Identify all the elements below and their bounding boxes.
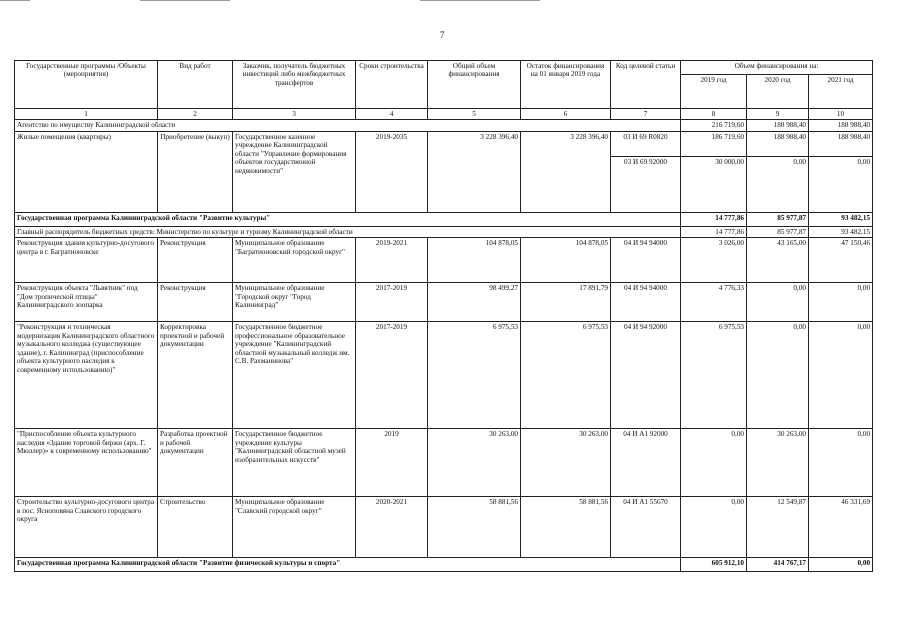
total-financing: 104 878,05 (428, 238, 521, 283)
cell-value: 414 767,17 (747, 558, 809, 572)
col-number: 5 (428, 109, 521, 120)
header-col1: Государственные программы /Объекты (мероприятия) (15, 61, 158, 109)
period: 2019-2035 (356, 131, 428, 212)
cell-value: 0,00 (681, 497, 747, 558)
remaining-financing: 58 881,56 (521, 497, 611, 558)
total-financing: 98 499,27 (428, 283, 521, 322)
period: 2019 (356, 429, 428, 497)
header-col3: Заказчик, получатель бюджетных инвестиций либо межбюджетных трансфертов (233, 61, 356, 109)
object-name: Реконструкция здания культурно-досугового центра в г. Багратионовске (15, 238, 158, 283)
cell-value: 0,00 (809, 283, 873, 322)
table-row (15, 226, 873, 237)
cell-value: 0,00 (681, 429, 747, 497)
customer: Государственное бюджетное учреждение культуры "Калининградский областной музей изобразительных искусств" (233, 429, 356, 497)
cell-value: 0,00 (809, 322, 873, 429)
target-code: 04 И А1 92000 (611, 429, 681, 497)
target-code: 04 И А1 55670 (611, 497, 681, 558)
object-name: Реконструкция объекта "Львятник" под "Дом тропической птицы" Калининградского зоопарка (15, 283, 158, 322)
customer: Муниципальное образование "Багратионовский городской округ" (233, 238, 356, 283)
total-financing: 30 263,00 (428, 429, 521, 497)
cell-value: 47 150,46 (809, 238, 873, 283)
header-fin-group: Объем финансирования на: (681, 61, 873, 75)
table-row (15, 283, 873, 322)
header-2019: 2019 год (681, 75, 747, 109)
period: 2019-2021 (356, 238, 428, 283)
col-number: 6 (521, 109, 611, 120)
header-col4: Сроки строительства (356, 61, 428, 109)
customer: Муниципальное образование "Городской округ "Город Калининград" (233, 283, 356, 322)
customer: Государственное бюджетное профессиональное образовательное учреждение "Калининградский областной музыкальный колледж им. С.В. Рахманинова" (233, 322, 356, 429)
cell-value: 186 719,60 (681, 131, 747, 156)
cell-value: 46 331,69 (809, 497, 873, 558)
col-number: 4 (356, 109, 428, 120)
page-number: 7 (440, 30, 445, 40)
cell-value: 12 549,87 (747, 497, 809, 558)
program-name: Государственная программа Калининградской области "Развитие физической культуры и спорта" (15, 558, 681, 572)
target-code: 04 И 94 94000 (611, 283, 681, 322)
period: 2017-2019 (356, 283, 428, 322)
budget-manager: Главный распорядитель бюджетных средств: Министерство по культуре и туризму Калининградской области (15, 226, 681, 237)
cell-value: 188 988,40 (747, 120, 809, 131)
cell-value: 0,00 (809, 429, 873, 497)
program-row (15, 558, 873, 572)
remaining-financing: 17 891,79 (521, 283, 611, 322)
cell-value: 93 482,15 (809, 226, 873, 237)
table-row (15, 238, 873, 283)
total-financing: 58 881,56 (428, 497, 521, 558)
target-code: 04 И 94 92000 (611, 322, 681, 429)
work-type: Корректировка проектной и рабочей документации (158, 322, 233, 429)
object-name: "Приспособление объекта культурного наследия «Здание торговой биржи (арх. Г. Мюллер)» к современному использованию" (15, 429, 158, 497)
table-row (15, 322, 873, 429)
col-number: 3 (233, 109, 356, 120)
target-code: 03 И 69 92000 (611, 156, 681, 212)
remaining-financing: 3 228 396,40 (521, 131, 611, 212)
cell-value: 30 263,00 (747, 429, 809, 497)
scan-artifact (0, 0, 30, 1)
target-code: 03 И 69 R0820 (611, 131, 681, 156)
table-row (15, 497, 873, 558)
col-number: 10 (809, 109, 873, 120)
cell-value: 188 988,40 (809, 120, 873, 131)
total-financing: 6 975,53 (428, 322, 521, 429)
scan-artifact (140, 0, 230, 1)
header-2021: 2021 год (809, 75, 873, 109)
header-col5: Общий объем финансирования (428, 61, 521, 109)
col-number: 9 (747, 109, 809, 120)
col-number: 7 (611, 109, 681, 120)
cell-value: 85 977,87 (747, 212, 809, 226)
header-col7: Код целевой статьи (611, 61, 681, 109)
work-type: Реконструкция (158, 283, 233, 322)
remaining-financing: 30 263,00 (521, 429, 611, 497)
cell-value: 0,00 (747, 322, 809, 429)
cell-value: 0,00 (747, 283, 809, 322)
cell-value: 188 988,40 (809, 131, 873, 156)
period: 2017-2019 (356, 322, 428, 429)
program-row (15, 212, 873, 226)
object-name: Жилые помещения (квартиры) (15, 131, 158, 212)
cell-value: 3 026,00 (681, 238, 747, 283)
cell-value: 605 912,10 (681, 558, 747, 572)
header-col6: Остаток финансирования на 01 января 2019 года (521, 61, 611, 109)
column-numbers-row (15, 109, 873, 120)
header-col2: Вид работ (158, 61, 233, 109)
object-name: Строительство культурно-досугового центра в пос. Ясноповяна Славского городского округа (15, 497, 158, 558)
work-type: Реконструкция (158, 238, 233, 283)
total-financing: 3 228 396,40 (428, 131, 521, 212)
cell-value: 93 482,15 (809, 212, 873, 226)
cell-value: 6 975,53 (681, 322, 747, 429)
table-row (15, 429, 873, 497)
customer: Муниципальное образование "Славский городской округ" (233, 497, 356, 558)
scan-artifact (420, 0, 540, 1)
cell-value: 85 977,87 (747, 226, 809, 237)
program-name: Государственная программа Калининградской области "Развитие культуры" (15, 212, 681, 226)
financing-table (14, 60, 873, 572)
table-row (15, 120, 873, 131)
table-row (15, 131, 873, 156)
target-code: 04 И 94 94000 (611, 238, 681, 283)
work-type: Приобретение (выкуп) (158, 131, 233, 212)
header-2020: 2020 год (747, 75, 809, 109)
col-number: 1 (15, 109, 158, 120)
customer: Государственное казенное учреждение Калининградской области "Управление формирования объектов государственной недвижимости" (233, 131, 356, 212)
cell-value: 0,00 (809, 156, 873, 212)
cell-value: 43 165,00 (747, 238, 809, 283)
col-number: 8 (681, 109, 747, 120)
agency-name: Агентство по имуществу Калининградской области (15, 120, 681, 131)
remaining-financing: 104 878,05 (521, 238, 611, 283)
object-name: "Реконструкция и техническая модернизация Калининградского областного музыкального колледжа (существующее здание), г. Калининград (приспособление объекта культурного наследия к современному использованию)" (15, 322, 158, 429)
period: 2020-2021 (356, 497, 428, 558)
cell-value: 14 777,86 (681, 212, 747, 226)
cell-value: 188 988,40 (747, 131, 809, 156)
remaining-financing: 6 975,53 (521, 322, 611, 429)
cell-value: 14 777,86 (681, 226, 747, 237)
cell-value: 4 776,33 (681, 283, 747, 322)
col-number: 2 (158, 109, 233, 120)
work-type: Разработка проектной и рабочей документации (158, 429, 233, 497)
cell-value: 0,00 (747, 156, 809, 212)
cell-value: 30 000,00 (681, 156, 747, 212)
cell-value: 0,00 (809, 558, 873, 572)
work-type: Строительство (158, 497, 233, 558)
cell-value: 216 719,60 (681, 120, 747, 131)
